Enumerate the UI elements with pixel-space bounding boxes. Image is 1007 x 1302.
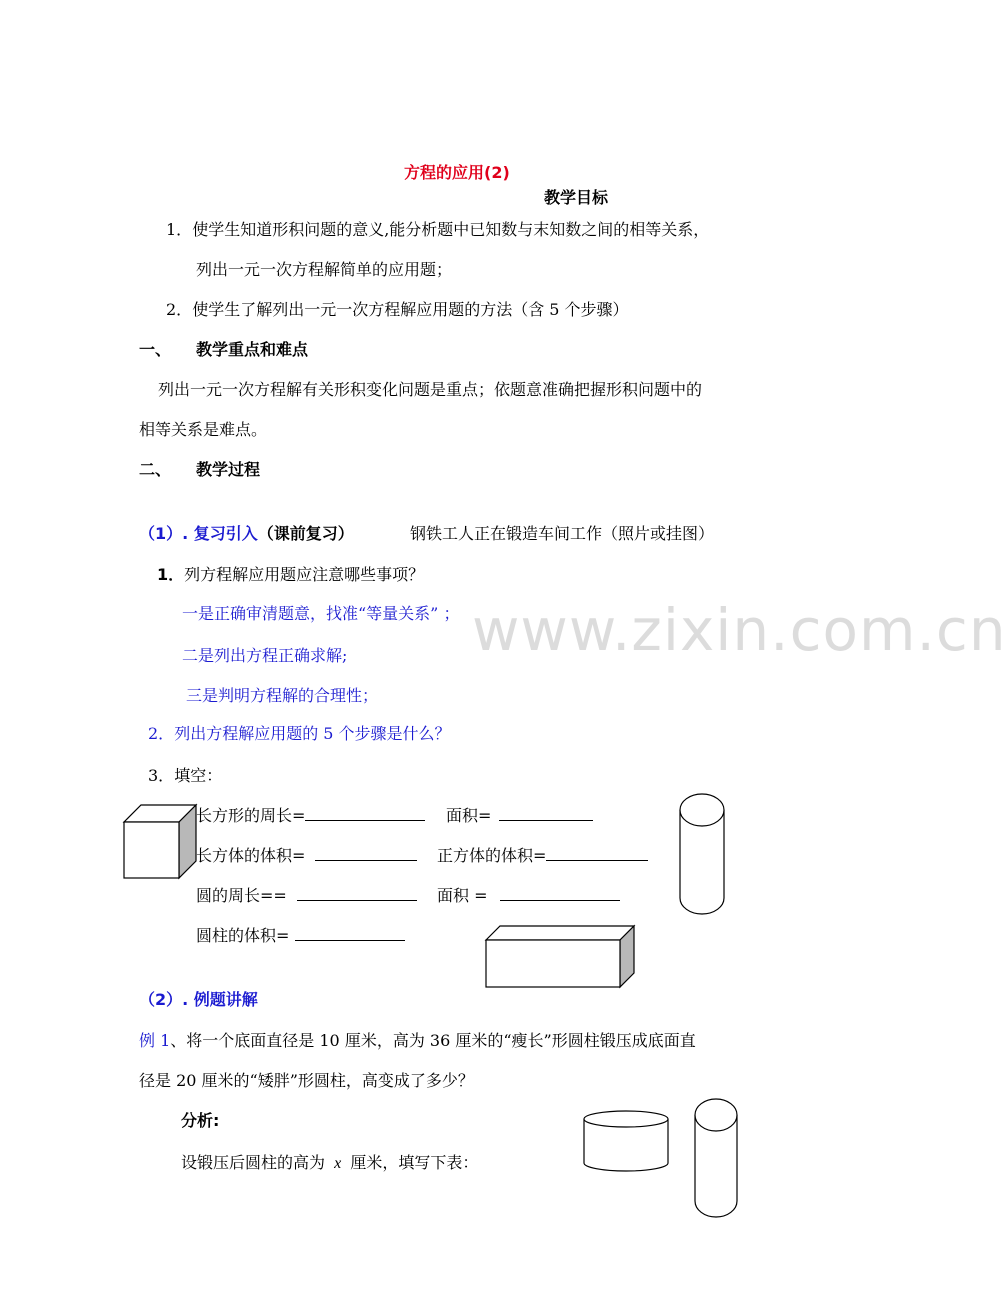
example-1-line2: 径是 20 厘米的“矮胖”形圆柱，高变成了多少？: [139, 1071, 474, 1090]
example-1-text: 、将一个底面直径是 10 厘米，高为 36 厘米的“瘦长”形圆柱锻压成底面直: [170, 1031, 696, 1050]
cuboid-figure: [484, 924, 636, 990]
section-1-text-line2: 相等关系是难点。: [139, 420, 268, 439]
question-3: [148, 766, 222, 786]
fill-cuboid-volume-blank[interactable]: [315, 846, 417, 861]
answer-3: 三是判明方程解的合理性；: [186, 686, 379, 705]
objective-2-number: 2．: [166, 300, 193, 319]
question-1-text: 列方程解应用题应注意哪些事项？: [184, 565, 425, 584]
question-2: [148, 724, 451, 744]
example-1: [139, 1031, 696, 1051]
fill-circle-area-blank[interactable]: [500, 886, 620, 901]
example-heading: （2）. 例题讲解: [139, 990, 258, 1009]
section-2-heading: 教学过程: [196, 460, 261, 479]
fill-rect-area: [446, 806, 593, 826]
analysis-text: [181, 1153, 478, 1174]
fill-circle-area-label: 面积 =: [437, 886, 488, 905]
page-title: 方程的应用(2): [404, 163, 510, 182]
fill-cylinder-volume-blank[interactable]: [295, 926, 405, 941]
answer-2: 二是列出方程正确求解;: [182, 646, 348, 665]
tall-cylinder-figure: [693, 1097, 739, 1221]
objective-1-line2: 列出一元一次方程解简单的应用题；: [196, 260, 453, 279]
fill-rect-area-label: 面积=: [446, 806, 492, 825]
cube-figure: [122, 803, 198, 879]
answer-1: 一是正确审清题意，找准“等量关系” ；: [182, 604, 460, 623]
review-label-paren: （课前复习）: [257, 524, 354, 543]
fill-cuboid-volume: [196, 846, 417, 866]
objective-1-text: 使学生知道形积问题的意义,能分析题中已知数与末知数之间的相等关系，: [192, 220, 710, 239]
question-2-text: 列出方程解应用题的 5 个步骤是什么？: [174, 724, 451, 743]
objective-2-text: 使学生了解列出一元一次方程解应用题的方法（含 5 个步骤）: [192, 300, 629, 319]
objective-1: [166, 220, 709, 240]
review-intro: 钢铁工人正在锻造车间工作（照片或挂图）: [410, 524, 715, 543]
question-3-number: 3．: [148, 766, 175, 785]
section-1-heading: 教学重点和难点: [196, 340, 309, 359]
fill-rect-perimeter: [196, 806, 425, 826]
cylinder-figure: [678, 792, 726, 916]
objective-2: [166, 300, 629, 320]
analysis-label: 分析:: [181, 1111, 220, 1130]
fill-circle-circ: [196, 886, 417, 906]
fill-cylinder-volume: [196, 926, 405, 946]
question-1: [157, 565, 424, 585]
review-label: （1）. 复习引入: [139, 524, 258, 543]
fill-cube-volume-blank[interactable]: [546, 846, 648, 861]
analysis-text-b: 厘米，填写下表：: [350, 1153, 479, 1172]
fill-circle-area: [437, 886, 620, 906]
section-2-number: 二、: [139, 460, 172, 479]
fill-rect-area-blank[interactable]: [499, 806, 593, 821]
fill-cube-volume-label: 正方体的体积=: [437, 846, 547, 865]
objective-1-number: 1．: [166, 220, 193, 239]
review-line: [139, 524, 354, 544]
example-1-label: 例 1: [139, 1031, 171, 1050]
analysis-text-a: 设锻压后圆柱的高为: [181, 1153, 326, 1172]
fill-cube-volume: [437, 846, 648, 866]
question-2-number: 2．: [148, 724, 175, 743]
section-1-text: 列出一元一次方程解有关形积变化问题是重点；依题意准确把握形积问题中的: [158, 380, 703, 399]
question-1-number: 1．: [157, 565, 185, 584]
section-1-number: 一、: [139, 340, 172, 359]
watermark: www.zixin.com.cn: [472, 596, 1007, 664]
fill-cylinder-volume-label: 圆柱的体积=: [196, 926, 290, 945]
fill-rect-perimeter-blank[interactable]: [305, 806, 425, 821]
fill-rect-perimeter-label: 长方形的周长=: [196, 806, 306, 825]
objectives-heading: 教学目标: [544, 188, 609, 207]
question-3-text: 填空：: [174, 766, 223, 785]
fill-cuboid-volume-label: 长方体的体积=: [196, 846, 306, 865]
short-cylinder-figure: [582, 1109, 670, 1173]
analysis-variable: x: [334, 1155, 342, 1172]
fill-circle-circ-blank[interactable]: [297, 886, 417, 901]
fill-circle-circ-label: 圆的周长==: [196, 886, 287, 905]
